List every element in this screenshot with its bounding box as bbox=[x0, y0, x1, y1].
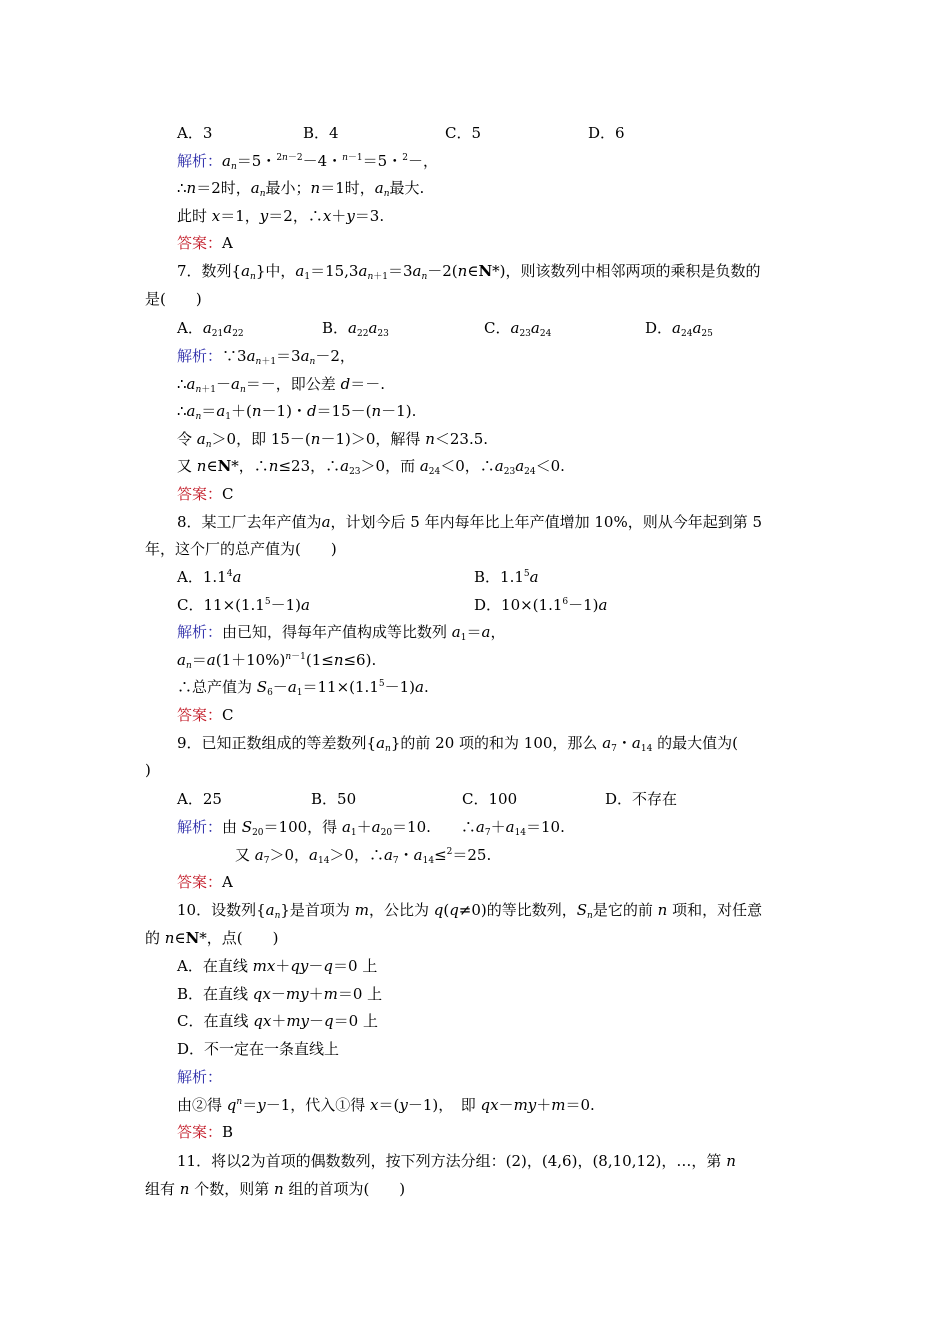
q6-analysis-line3: 此时 x＝1，y＝2，∴x＋y＝3. bbox=[177, 207, 385, 225]
q8-option-c: C．$11\times(1.1^5-1)a$ bbox=[177, 596, 310, 614]
q6-option-a: A．3 bbox=[177, 124, 213, 142]
q9-option-c: C．100 bbox=[462, 790, 518, 808]
q10-option-a: A．在直线 mx＋qy－q＝0 上 bbox=[177, 957, 378, 975]
q8-option-a-text: A．1.1 bbox=[177, 568, 227, 586]
q8-stem-line2: 年，这个厂的总产值为( ) bbox=[145, 540, 337, 558]
q11-stem-line1 bbox=[177, 1151, 736, 1171]
q9-stem-line2: ) bbox=[145, 761, 151, 779]
q8-number: 8． bbox=[177, 513, 202, 531]
q6-answer-value: A bbox=[222, 234, 233, 252]
q9-analysis-label: 解析： bbox=[177, 818, 223, 836]
q9-answer-value: A bbox=[222, 873, 233, 891]
q7-analysis-line1: 解析：$\because 3a_{n+1}=3a_n-2$， bbox=[177, 347, 355, 367]
q7-analysis-line5: 又 n∈N*，∴n≤23，$\therefore a_{23}>0$，而 $a_{24}<0$，$\therefore a_{23}a_{24}<0$. bbox=[177, 457, 565, 477]
q8-stem-line1: 8．某工厂去年产值为a，计划今后 5 年内每年比上年产值增加 10%，则从今年起到第 5 bbox=[177, 513, 763, 531]
q9-number: 9． bbox=[177, 734, 202, 752]
q7-stem-line2: 是( ) bbox=[145, 290, 202, 308]
q11-stem-text: 将以2为首项的偶数数列，按下列方法分组：(2)，(4,6)，(8,10,12)，…，第 bbox=[211, 1152, 722, 1170]
q8-analysis-line2: $a_n=a(1+10\%)^{n-1}(1\le n\le 6)$. bbox=[177, 651, 377, 671]
q9-stem-line1: 9．已知正数组成的等差数列$\{a_n\}$的前 20 项的和为 100，那么 $a_7$・$a_{14}$ 的最大值为( bbox=[177, 734, 738, 754]
q8-stem-text: 某工厂去年产值为 bbox=[201, 513, 322, 531]
q11-stem-n: n bbox=[726, 1152, 736, 1170]
q10-answer bbox=[177, 1122, 233, 1142]
q8-answer-value: C bbox=[222, 706, 234, 724]
q7-option-a: A．$a_{21}a_{22}$ bbox=[177, 319, 244, 339]
q7-option-b: B．$a_{22}a_{23}$ bbox=[322, 319, 389, 339]
q7-analysis-label: 解析： bbox=[177, 347, 223, 365]
q7-option-d: D．$a_{24}a_{25}$ bbox=[645, 319, 713, 339]
q10-answer-label: 答案： bbox=[177, 1123, 223, 1141]
q8-option-d: D．$10\times(1.1^6-1)a$ bbox=[474, 596, 608, 614]
q6-answer-label: 答案： bbox=[177, 234, 223, 252]
q7-answer-label: 答案： bbox=[177, 485, 223, 503]
q8-answer bbox=[177, 705, 234, 725]
q9-option-a: A．25 bbox=[177, 790, 222, 808]
q8-option-b-text: B．1.1 bbox=[474, 568, 524, 586]
q7-analysis-line4: 令 $a_n>0$，即 15－(n－1)＞0，解得 n＜23.5. bbox=[177, 430, 489, 450]
q8-option-b: B．$1.1^5a$ bbox=[474, 568, 539, 586]
q10-option-d: D．不一定在一条直线上 bbox=[177, 1040, 340, 1058]
q10-stem-line2: 的 n∈N*，点( ) bbox=[145, 929, 279, 947]
q7-analysis-line2: $\therefore a_{n+1}-a_n=-$，即公差 d＝－. bbox=[177, 375, 385, 395]
q10-option-c: C．在直线 qx＋my－q＝0 上 bbox=[177, 1012, 378, 1030]
q10-number: 10． bbox=[177, 901, 212, 919]
q6-answer bbox=[177, 233, 233, 253]
q6-analysis-label: 解析： bbox=[177, 152, 223, 170]
q10-analysis-label: 解析： bbox=[177, 1068, 223, 1086]
q10-option-b: B．在直线 qx－my＋m＝0 上 bbox=[177, 985, 383, 1003]
q7-analysis-line3: $\therefore a_n=a_1+(n-1)$・d＝15－(n－1). bbox=[177, 402, 417, 422]
q8-analysis-line3: ∴总产值为 $S_6-a_1=11\times(1.1^5-1)a$. bbox=[177, 678, 429, 698]
q9-answer-label: 答案： bbox=[177, 873, 223, 891]
q10-answer-value: B bbox=[222, 1123, 234, 1141]
q10-analysis-line1: 由②得 $q^n=y-1$，代入①得 x＝(y－1)， 即 qx－my＋m＝0. bbox=[177, 1096, 595, 1114]
q8-analysis-line1: 解析：由已知，得每年产值构成等比数列 $a_1=a$， bbox=[177, 623, 506, 643]
q10-stem-line1: 10．设数列$\{a_n\}$是首项为 m，公比为 q(q≠0)的等比数列，$S_n$是它的前 n 项和，对任意 bbox=[177, 901, 763, 921]
q8-option-a: A．$1.1^4a$ bbox=[177, 568, 242, 586]
q9-analysis-line1: 解析：由 $S_{20}=100$，得 $a_1+a_{20}=10$. $\therefore a_7+a_{14}=10$. bbox=[177, 818, 565, 838]
q6-option-b: B．4 bbox=[303, 124, 339, 142]
q6-option-d: D．6 bbox=[588, 124, 625, 142]
q6-analysis-line1: 解析：$a_n=5$・$^{2n-2}$－4・$^{n-1}$＝5・$^2$－， bbox=[177, 152, 438, 172]
q6-option-c: C．5 bbox=[445, 124, 482, 142]
q8-answer-label: 答案： bbox=[177, 706, 223, 724]
q7-answer-value: C bbox=[222, 485, 234, 503]
q6-analysis-line2: ∴n＝2时，$a_n$最小；n＝1时，$a_n$最大. bbox=[177, 179, 425, 199]
q7-number: 7． bbox=[177, 262, 202, 280]
q9-analysis-line2: 又 $a_7>0$，$a_{14}>0$，$\therefore a_7$・$a_{14}\le^2=25$. bbox=[235, 846, 492, 866]
q7-option-c: C．$a_{23}a_{24}$ bbox=[484, 319, 552, 339]
q11-stem-line2: 组有 n 个数，则第 n 组的首项为( ) bbox=[145, 1180, 406, 1198]
q10-analysis-label-line bbox=[177, 1067, 222, 1087]
q7-answer bbox=[177, 484, 234, 504]
q7-stem-line1: 7．数列$\{a_n\}$中，$a_1=15,3a_{n+1}=3a_n-2(n\in N*)$，则该数列中相邻两项的乘积是负数的 bbox=[177, 262, 761, 282]
q9-option-d: D．不存在 bbox=[605, 790, 678, 808]
q9-option-b: B．50 bbox=[311, 790, 357, 808]
q8-analysis-label: 解析： bbox=[177, 623, 223, 641]
q9-answer bbox=[177, 872, 233, 892]
q11-number: 11． bbox=[177, 1152, 212, 1170]
